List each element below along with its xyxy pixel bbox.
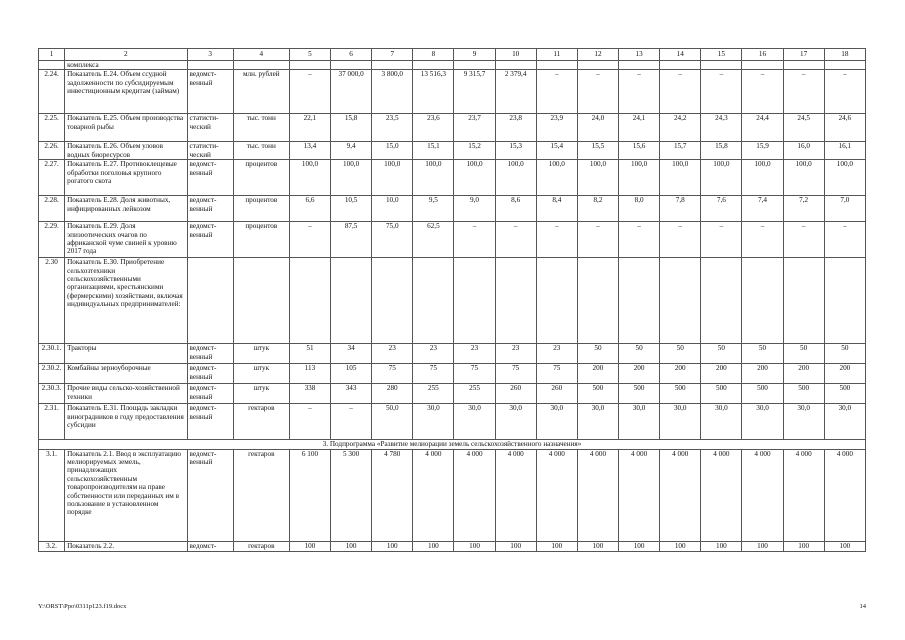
row-name: Показатель 2.1. Ввод в эксплуатацию мелиорируемых земель, принадлежащих сельскохозяйственным товаропроизводителям на праве собственности или переданных им в пользование в установленном порядке xyxy=(65,449,187,541)
row-value: 34 xyxy=(331,344,372,364)
carry-over-row xyxy=(39,61,866,70)
row-source xyxy=(187,258,233,344)
row-number: 2.30.3. xyxy=(39,384,65,404)
row-value: 8,2 xyxy=(577,196,618,222)
row-value: 24,0 xyxy=(577,114,618,142)
row-value: 200 xyxy=(701,364,742,384)
row-value: 100 xyxy=(289,541,330,551)
row-value: – xyxy=(701,222,742,258)
empty-cell xyxy=(619,61,660,70)
row-value: 15,3 xyxy=(495,142,536,160)
row-value: 8,0 xyxy=(619,196,660,222)
row-source: ведомст-венный xyxy=(187,222,233,258)
row-value: 75 xyxy=(536,364,577,384)
row-value: 100 xyxy=(454,541,495,551)
column-number: 3 xyxy=(187,49,233,61)
row-value: – xyxy=(701,70,742,114)
indicator-table xyxy=(38,48,866,552)
row-value: 500 xyxy=(742,384,783,404)
row-unit: процентов xyxy=(233,196,289,222)
row-value: 7,6 xyxy=(701,196,742,222)
row-value: 4 000 xyxy=(783,449,824,541)
row-value: 100 xyxy=(331,541,372,551)
row-value: – xyxy=(783,70,824,114)
row-value: 100,0 xyxy=(824,160,865,196)
empty-cell xyxy=(824,61,865,70)
row-unit: штук xyxy=(233,384,289,404)
row-value: 100 xyxy=(783,541,824,551)
row-value: 100 xyxy=(536,541,577,551)
empty-cell xyxy=(495,61,536,70)
row-value: 9,5 xyxy=(413,196,454,222)
row-name: Комбайны зерноуборочные xyxy=(65,364,187,384)
row-value: – xyxy=(824,70,865,114)
row-value: 30,0 xyxy=(454,404,495,440)
row-value: 24,3 xyxy=(701,114,742,142)
row-value: – xyxy=(742,70,783,114)
row-number: 2.26. xyxy=(39,142,65,160)
row-value: 343 xyxy=(331,384,372,404)
column-number: 12 xyxy=(577,49,618,61)
row-value: 15,2 xyxy=(454,142,495,160)
row-unit: тыс. тонн xyxy=(233,142,289,160)
row-value: – xyxy=(577,222,618,258)
row-value: 30,0 xyxy=(701,404,742,440)
row-value: 100,0 xyxy=(619,160,660,196)
table-row xyxy=(39,449,866,541)
row-value: 9 315,7 xyxy=(454,70,495,114)
row-name: комплекса xyxy=(65,61,187,70)
row-value: 4 000 xyxy=(742,449,783,541)
table-row xyxy=(39,160,866,196)
column-number: 2 xyxy=(65,49,187,61)
table-row xyxy=(39,222,866,258)
row-value: 4 000 xyxy=(536,449,577,541)
row-value: 24,6 xyxy=(824,114,865,142)
row-number: 2.30.1. xyxy=(39,344,65,364)
row-value: 100 xyxy=(495,541,536,551)
row-number: 2.29. xyxy=(39,222,65,258)
row-value: 4 000 xyxy=(619,449,660,541)
section-title: 3. Подпрограмма «Развитие мелиорации земель сельскохозяйственного назначения» xyxy=(39,440,866,449)
row-name: Показатель Е.25. Объем производства товарной рыбы xyxy=(65,114,187,142)
row-value: 23 xyxy=(536,344,577,364)
row-value: 100 xyxy=(577,541,618,551)
row-value: 9,4 xyxy=(331,142,372,160)
row-value: – xyxy=(660,70,701,114)
row-name: Показатель 2.2. xyxy=(65,541,187,551)
column-number: 15 xyxy=(701,49,742,61)
page-number: 14 xyxy=(859,603,866,610)
empty-cell xyxy=(372,61,413,70)
empty-cell xyxy=(187,61,233,70)
row-source: ведомст-венный xyxy=(187,449,233,541)
row-name: Показатель Е.24. Объем ссудной задолженности по субсидируемым инвестиционным кредитам (займам) xyxy=(65,70,187,114)
row-value: 75 xyxy=(454,364,495,384)
empty-cell xyxy=(233,61,289,70)
header-row xyxy=(39,49,866,61)
row-value: 100 xyxy=(619,541,660,551)
row-value: 100,0 xyxy=(701,160,742,196)
row-value: 15,1 xyxy=(413,142,454,160)
row-value: 23,9 xyxy=(536,114,577,142)
row-value: 50 xyxy=(742,344,783,364)
row-value: 338 xyxy=(289,384,330,404)
file-path: Y:\ORST\Ppo\0311p123.f19.docx xyxy=(38,603,127,610)
table-row xyxy=(39,258,866,344)
row-value: 260 xyxy=(536,384,577,404)
table-row xyxy=(39,541,866,551)
row-value: – xyxy=(742,222,783,258)
row-unit: процентов xyxy=(233,160,289,196)
row-unit: штук xyxy=(233,344,289,364)
row-value: 280 xyxy=(372,384,413,404)
row-name: Показатель Е.26. Объем уловов водных биоресурсов xyxy=(65,142,187,160)
row-value: 100 xyxy=(372,541,413,551)
table-row xyxy=(39,70,866,114)
row-value: 15,4 xyxy=(536,142,577,160)
row-value: 7,0 xyxy=(824,196,865,222)
row-value: – xyxy=(660,222,701,258)
row-value: 30,0 xyxy=(413,404,454,440)
row-name: Показатель Е.31. Площадь закладки виноградников в году предоставления субсидии xyxy=(65,404,187,440)
empty-cell xyxy=(577,61,618,70)
row-name: Показатель Е.30. Приобретение сельхозтехники сельскохозяйственными организациями, крестьянскими (фермерскими) хозяйствами, включая индивидуальных предпринимателей: xyxy=(65,258,187,344)
row-value: 15,5 xyxy=(577,142,618,160)
empty-cell xyxy=(39,61,65,70)
row-unit: млн. рублей xyxy=(233,70,289,114)
row-value: 200 xyxy=(824,364,865,384)
row-value: 30,0 xyxy=(577,404,618,440)
row-value: 100,0 xyxy=(289,160,330,196)
row-source: статисти-ческий xyxy=(187,142,233,160)
row-value: 50 xyxy=(619,344,660,364)
row-unit xyxy=(233,258,289,344)
row-value: 500 xyxy=(577,384,618,404)
column-number: 18 xyxy=(824,49,865,61)
row-value: 7,2 xyxy=(783,196,824,222)
empty-cell xyxy=(413,61,454,70)
row-unit: штук xyxy=(233,364,289,384)
row-value: – xyxy=(536,70,577,114)
column-number: 13 xyxy=(619,49,660,61)
empty-cell xyxy=(536,61,577,70)
row-value: 23,8 xyxy=(495,114,536,142)
row-value: 3 800,0 xyxy=(372,70,413,114)
table-row xyxy=(39,114,866,142)
row-value: 500 xyxy=(824,384,865,404)
row-value: 75 xyxy=(495,364,536,384)
row-value xyxy=(289,258,330,344)
row-unit: тыс. тонн xyxy=(233,114,289,142)
row-value: 13,4 xyxy=(289,142,330,160)
row-value: 100,0 xyxy=(577,160,618,196)
column-number: 1 xyxy=(39,49,65,61)
row-value: 100 xyxy=(701,541,742,551)
table-row xyxy=(39,384,866,404)
row-value: – xyxy=(495,222,536,258)
row-value: 23,6 xyxy=(413,114,454,142)
row-number: 2.30.2. xyxy=(39,364,65,384)
row-value: – xyxy=(331,404,372,440)
table-row xyxy=(39,344,866,364)
row-value: 50 xyxy=(824,344,865,364)
row-value xyxy=(660,258,701,344)
row-value: 9,0 xyxy=(454,196,495,222)
section-row xyxy=(39,440,866,449)
row-name: Показатель Е.28. Доля животных, инфицированных лейкозом xyxy=(65,196,187,222)
row-value: 200 xyxy=(619,364,660,384)
row-value: 100 xyxy=(413,541,454,551)
row-value: – xyxy=(619,222,660,258)
row-value: 8,6 xyxy=(495,196,536,222)
row-value: 23 xyxy=(372,344,413,364)
row-value: 100,0 xyxy=(783,160,824,196)
row-unit: процентов xyxy=(233,222,289,258)
row-value: 100,0 xyxy=(495,160,536,196)
row-source: ведомст-венный xyxy=(187,70,233,114)
row-value xyxy=(536,258,577,344)
row-value: 13 516,3 xyxy=(413,70,454,114)
row-value: 24,2 xyxy=(660,114,701,142)
row-value: 30,0 xyxy=(783,404,824,440)
row-value: 50 xyxy=(577,344,618,364)
row-name: Прочие виды сельско-хозяйственной техники xyxy=(65,384,187,404)
row-value: 100,0 xyxy=(413,160,454,196)
column-number: 4 xyxy=(233,49,289,61)
column-number: 14 xyxy=(660,49,701,61)
row-name: Показатель Е.27. Противоклещевые обработки поголовья крупного рогатого скота xyxy=(65,160,187,196)
row-value: 7,4 xyxy=(742,196,783,222)
row-value: 200 xyxy=(742,364,783,384)
empty-cell xyxy=(331,61,372,70)
row-unit: гектаров xyxy=(233,404,289,440)
row-value: 22,1 xyxy=(289,114,330,142)
row-value: 4 000 xyxy=(495,449,536,541)
row-value: 100,0 xyxy=(536,160,577,196)
row-value: 75 xyxy=(413,364,454,384)
table-row xyxy=(39,364,866,384)
row-value xyxy=(824,258,865,344)
row-value: 75 xyxy=(372,364,413,384)
row-value: 4 000 xyxy=(701,449,742,541)
row-value: 10,5 xyxy=(331,196,372,222)
row-value: 255 xyxy=(454,384,495,404)
column-number: 5 xyxy=(289,49,330,61)
row-value: 23 xyxy=(454,344,495,364)
row-value: 23,7 xyxy=(454,114,495,142)
row-source: ведомст-венный xyxy=(187,160,233,196)
row-value: – xyxy=(536,222,577,258)
row-value: 15,8 xyxy=(701,142,742,160)
row-value: 200 xyxy=(660,364,701,384)
row-value: 4 780 xyxy=(372,449,413,541)
row-value xyxy=(331,258,372,344)
row-value: 10,0 xyxy=(372,196,413,222)
row-value: 23 xyxy=(495,344,536,364)
row-value: 24,5 xyxy=(783,114,824,142)
row-value: – xyxy=(289,70,330,114)
row-value: 200 xyxy=(577,364,618,384)
row-value: 4 000 xyxy=(454,449,495,541)
row-value: 113 xyxy=(289,364,330,384)
row-value: 7,8 xyxy=(660,196,701,222)
row-value: 15,7 xyxy=(660,142,701,160)
row-value: 4 000 xyxy=(660,449,701,541)
row-value xyxy=(783,258,824,344)
row-number: 2.30 xyxy=(39,258,65,344)
column-number: 7 xyxy=(372,49,413,61)
empty-cell xyxy=(660,61,701,70)
row-value: 200 xyxy=(783,364,824,384)
column-number: 11 xyxy=(536,49,577,61)
row-value: 6,6 xyxy=(289,196,330,222)
row-value: 75,0 xyxy=(372,222,413,258)
row-value: 500 xyxy=(701,384,742,404)
row-value: 100,0 xyxy=(454,160,495,196)
row-value: 16,0 xyxy=(783,142,824,160)
row-value: 15,8 xyxy=(331,114,372,142)
row-unit: гектаров xyxy=(233,541,289,551)
column-number: 10 xyxy=(495,49,536,61)
column-number: 8 xyxy=(413,49,454,61)
row-value xyxy=(619,258,660,344)
row-value: 100,0 xyxy=(660,160,701,196)
row-source: статисти-ческий xyxy=(187,114,233,142)
empty-cell xyxy=(454,61,495,70)
row-value xyxy=(577,258,618,344)
row-value: 62,5 xyxy=(413,222,454,258)
empty-cell xyxy=(742,61,783,70)
row-value: – xyxy=(824,222,865,258)
table-row xyxy=(39,404,866,440)
row-source: ведомст-венный xyxy=(187,384,233,404)
row-value xyxy=(495,258,536,344)
row-value xyxy=(454,258,495,344)
row-value: 100 xyxy=(824,541,865,551)
row-value: 255 xyxy=(413,384,454,404)
row-unit: гектаров xyxy=(233,449,289,541)
row-value: 15,0 xyxy=(372,142,413,160)
row-value: 100,0 xyxy=(372,160,413,196)
row-value: 4 000 xyxy=(413,449,454,541)
row-value: 260 xyxy=(495,384,536,404)
row-number: 2.28. xyxy=(39,196,65,222)
column-number: 6 xyxy=(331,49,372,61)
row-value xyxy=(742,258,783,344)
row-value: 105 xyxy=(331,364,372,384)
row-value: 37 000,0 xyxy=(331,70,372,114)
row-value: 50,0 xyxy=(372,404,413,440)
row-value: 24,1 xyxy=(619,114,660,142)
row-source: ведомст- xyxy=(187,541,233,551)
row-value: 30,0 xyxy=(619,404,660,440)
row-value: 100 xyxy=(660,541,701,551)
row-number: 3.1. xyxy=(39,449,65,541)
row-value: 50 xyxy=(660,344,701,364)
row-value: 2 379,4 xyxy=(495,70,536,114)
row-value: – xyxy=(619,70,660,114)
row-value: 500 xyxy=(783,384,824,404)
row-value: 87,5 xyxy=(331,222,372,258)
column-number: 17 xyxy=(783,49,824,61)
column-number: 16 xyxy=(742,49,783,61)
row-value: 6 100 xyxy=(289,449,330,541)
row-value: 23,5 xyxy=(372,114,413,142)
table-row xyxy=(39,196,866,222)
row-value: 30,0 xyxy=(536,404,577,440)
row-name: Показатель Е.29. Доля эпизоотических очагов по африканской чуме свиней к уровню 2017 года xyxy=(65,222,187,258)
empty-cell xyxy=(783,61,824,70)
table-row xyxy=(39,142,866,160)
row-value: – xyxy=(783,222,824,258)
row-value: 500 xyxy=(619,384,660,404)
row-value xyxy=(413,258,454,344)
row-value: 30,0 xyxy=(742,404,783,440)
row-value: 4 000 xyxy=(577,449,618,541)
row-value: 8,4 xyxy=(536,196,577,222)
row-value: 15,6 xyxy=(619,142,660,160)
row-value: – xyxy=(289,222,330,258)
row-value: 100,0 xyxy=(331,160,372,196)
row-value: 5 300 xyxy=(331,449,372,541)
row-value: 50 xyxy=(701,344,742,364)
row-value: 100,0 xyxy=(742,160,783,196)
row-value: 15,9 xyxy=(742,142,783,160)
row-value: 16,1 xyxy=(824,142,865,160)
row-value: 4 000 xyxy=(824,449,865,541)
row-source: ведомст-венный xyxy=(187,344,233,364)
row-value: 30,0 xyxy=(495,404,536,440)
row-number: 2.25. xyxy=(39,114,65,142)
empty-cell xyxy=(289,61,330,70)
row-name: Тракторы xyxy=(65,344,187,364)
row-value: – xyxy=(454,222,495,258)
row-value xyxy=(701,258,742,344)
row-number: 3.2. xyxy=(39,541,65,551)
row-value: 51 xyxy=(289,344,330,364)
row-value: 30,0 xyxy=(824,404,865,440)
row-value: 50 xyxy=(783,344,824,364)
row-source: ведомст-венный xyxy=(187,364,233,384)
row-value: 100 xyxy=(742,541,783,551)
row-source: ведомст-венный xyxy=(187,404,233,440)
row-value: – xyxy=(289,404,330,440)
empty-cell xyxy=(701,61,742,70)
row-value: 30,0 xyxy=(660,404,701,440)
row-source: ведомст-венный xyxy=(187,196,233,222)
row-number: 2.27. xyxy=(39,160,65,196)
row-value xyxy=(372,258,413,344)
row-number: 2.24. xyxy=(39,70,65,114)
row-value: 500 xyxy=(660,384,701,404)
row-value: – xyxy=(577,70,618,114)
row-number: 2.31. xyxy=(39,404,65,440)
row-value: 24,4 xyxy=(742,114,783,142)
row-value: 23 xyxy=(413,344,454,364)
column-number: 9 xyxy=(454,49,495,61)
